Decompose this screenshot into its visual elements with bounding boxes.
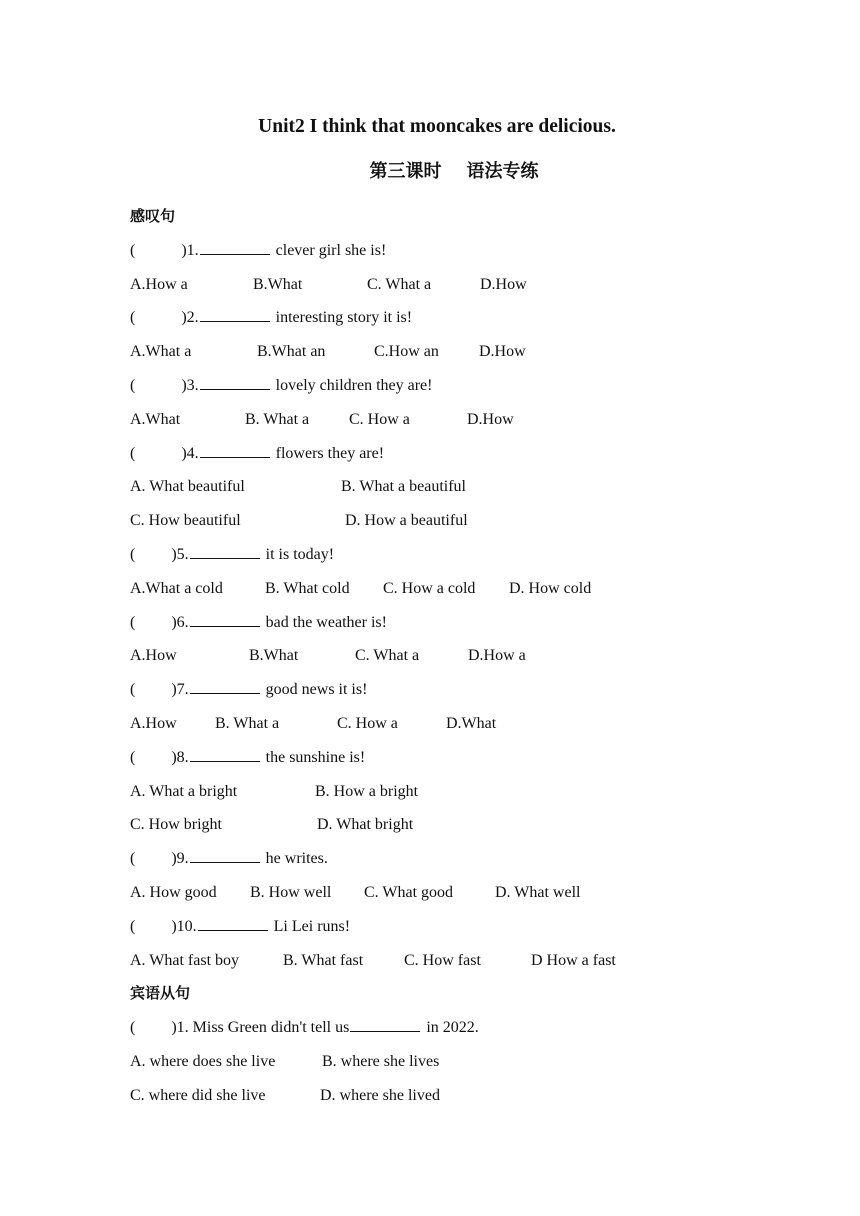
question-stem: clever girl she is!	[271, 241, 387, 259]
question-stem: lovely children they are!	[271, 376, 433, 394]
answer-paren-open: (	[130, 613, 136, 631]
option-b: B. How a bright	[315, 782, 419, 800]
option-c: C. What a	[367, 275, 432, 293]
answer-paren-open: (	[130, 444, 136, 462]
question-stem: in 2022.	[422, 1019, 479, 1037]
question-number: 3.	[186, 376, 199, 394]
options-row	[130, 403, 750, 437]
options-row	[130, 268, 750, 302]
option-c: C. How beautiful	[130, 512, 241, 530]
option-a: A.How a	[130, 275, 188, 293]
answer-paren-open: (	[130, 850, 136, 868]
options-row	[130, 572, 750, 606]
option-d: D.How	[479, 343, 526, 361]
answer-paren-close: )	[171, 748, 177, 766]
fill-blank[interactable]	[200, 374, 270, 390]
question-row	[130, 673, 750, 707]
option-a: A. How good	[130, 883, 217, 901]
section-heading-object-clause: 宾语从句	[130, 984, 191, 1003]
answer-paren-close: )	[171, 1019, 177, 1037]
option-b: B.What	[253, 275, 303, 293]
option-a: A.How	[130, 714, 177, 732]
option-a: A. What beautiful	[130, 478, 245, 496]
question-row	[130, 910, 750, 944]
option-d: D.How a	[468, 647, 526, 665]
option-c: C. What a	[355, 647, 420, 665]
question-number: 1.	[176, 1019, 189, 1037]
fill-blank[interactable]	[200, 239, 270, 255]
question-number: 4.	[186, 444, 199, 462]
option-a: A. What a bright	[130, 782, 238, 800]
options-row	[130, 944, 750, 978]
question-row	[130, 301, 750, 335]
option-c: C. How a	[349, 410, 410, 428]
answer-paren-open: (	[130, 681, 136, 699]
answer-paren-open: (	[130, 241, 136, 259]
fill-blank[interactable]	[190, 543, 260, 559]
option-b: B. What cold	[265, 579, 350, 597]
question-stem: he writes.	[261, 850, 328, 868]
fill-blank[interactable]	[190, 611, 260, 627]
answer-paren-close: )	[171, 545, 177, 563]
fill-blank[interactable]	[190, 746, 260, 762]
options-row	[130, 775, 750, 809]
option-c: C. How a	[337, 714, 398, 732]
section-heading-exclamatory: 感叹句	[130, 207, 176, 225]
answer-paren-close: )	[171, 850, 177, 868]
option-d: D. How cold	[509, 579, 592, 597]
option-d: D. How a beautiful	[345, 512, 468, 530]
question-stem: interesting story it is!	[271, 309, 413, 327]
option-c: C. How fast	[404, 951, 481, 969]
options-row	[130, 707, 750, 741]
option-b: B. where she lives	[322, 1052, 440, 1070]
options-row	[130, 470, 750, 504]
question-row	[130, 369, 750, 403]
option-b: B. What a	[215, 714, 280, 732]
option-c: C. How bright	[130, 816, 222, 834]
option-c: C.How an	[374, 343, 439, 361]
question-number: 9.	[176, 850, 189, 868]
answer-paren-close: )	[181, 241, 187, 259]
options-row	[130, 808, 750, 842]
answer-paren-open: (	[130, 748, 136, 766]
question-stem: Li Lei runs!	[269, 917, 351, 935]
page-title: Unit2 I think that mooncakes are delicious.	[258, 116, 616, 137]
option-d: D. where she lived	[320, 1086, 440, 1104]
option-c: C. What good	[364, 883, 454, 901]
question-number: 10.	[176, 917, 197, 935]
question-stem: it is today!	[261, 545, 335, 563]
question-number: 7.	[176, 681, 189, 699]
question-stem: the sunshine is!	[261, 748, 366, 766]
option-d: D.How	[467, 410, 514, 428]
option-d: D.How	[480, 275, 527, 293]
question-stem: good news it is!	[261, 681, 368, 699]
option-b: B.What an	[257, 343, 326, 361]
exercise-list	[130, 200, 750, 1113]
question-number: 8.	[176, 748, 189, 766]
question-row	[130, 1011, 750, 1045]
question-row	[130, 842, 750, 876]
answer-paren-close: )	[181, 444, 187, 462]
option-d: D.What	[446, 714, 497, 732]
option-a: A.What a cold	[130, 579, 223, 597]
question-number: 1.	[186, 241, 199, 259]
options-row	[130, 504, 750, 538]
option-b: B. What a beautiful	[341, 478, 466, 496]
question-row	[130, 741, 750, 775]
option-a: A.What a	[130, 343, 192, 361]
question-row	[130, 437, 750, 471]
fill-blank[interactable]	[200, 442, 270, 458]
question-stem: bad the weather is!	[261, 613, 387, 631]
answer-paren-close: )	[181, 376, 187, 394]
option-c: C. How a cold	[383, 579, 476, 597]
question-row	[130, 538, 750, 572]
options-row	[130, 1079, 750, 1113]
question-row	[130, 234, 750, 268]
option-c: C. where did she live	[130, 1086, 266, 1104]
question-row	[130, 606, 750, 640]
option-b: B. What a	[245, 410, 310, 428]
question-number: 5.	[176, 545, 189, 563]
option-b: B.What	[249, 647, 299, 665]
fill-blank[interactable]	[350, 1016, 420, 1032]
answer-paren-open: (	[130, 545, 136, 563]
option-a: A.What	[130, 410, 181, 428]
options-row	[130, 876, 750, 910]
option-b: B. How well	[250, 883, 332, 901]
answer-paren-close: )	[171, 917, 177, 935]
answer-paren-close: )	[181, 309, 187, 327]
option-a: A. What fast boy	[130, 951, 240, 969]
answer-paren-open: (	[130, 1019, 136, 1037]
option-a: A.How	[130, 647, 177, 665]
option-b: B. What fast	[283, 951, 364, 969]
answer-paren-close: )	[171, 613, 177, 631]
fill-blank[interactable]	[198, 915, 268, 931]
option-d: D How a fast	[531, 951, 616, 969]
options-row	[130, 335, 750, 369]
options-row	[130, 1045, 750, 1079]
page-subtitle: 第三课时 语法专练	[369, 161, 539, 182]
question-stem: flowers they are!	[271, 444, 385, 462]
answer-paren-close: )	[171, 681, 177, 699]
answer-paren-open: (	[130, 309, 136, 327]
fill-blank[interactable]	[190, 678, 260, 694]
question-number: 6.	[176, 613, 189, 631]
option-a: A. where does she live	[130, 1052, 276, 1070]
fill-blank[interactable]	[190, 847, 260, 863]
answer-paren-open: (	[130, 917, 136, 935]
option-d: D. What bright	[317, 816, 414, 834]
options-row	[130, 639, 750, 673]
question-number: 2.	[186, 309, 199, 327]
fill-blank[interactable]	[200, 306, 270, 322]
answer-paren-open: (	[130, 376, 136, 394]
option-d: D. What well	[495, 883, 581, 901]
question-stem-before: Miss Green didn't tell us	[188, 1019, 350, 1037]
